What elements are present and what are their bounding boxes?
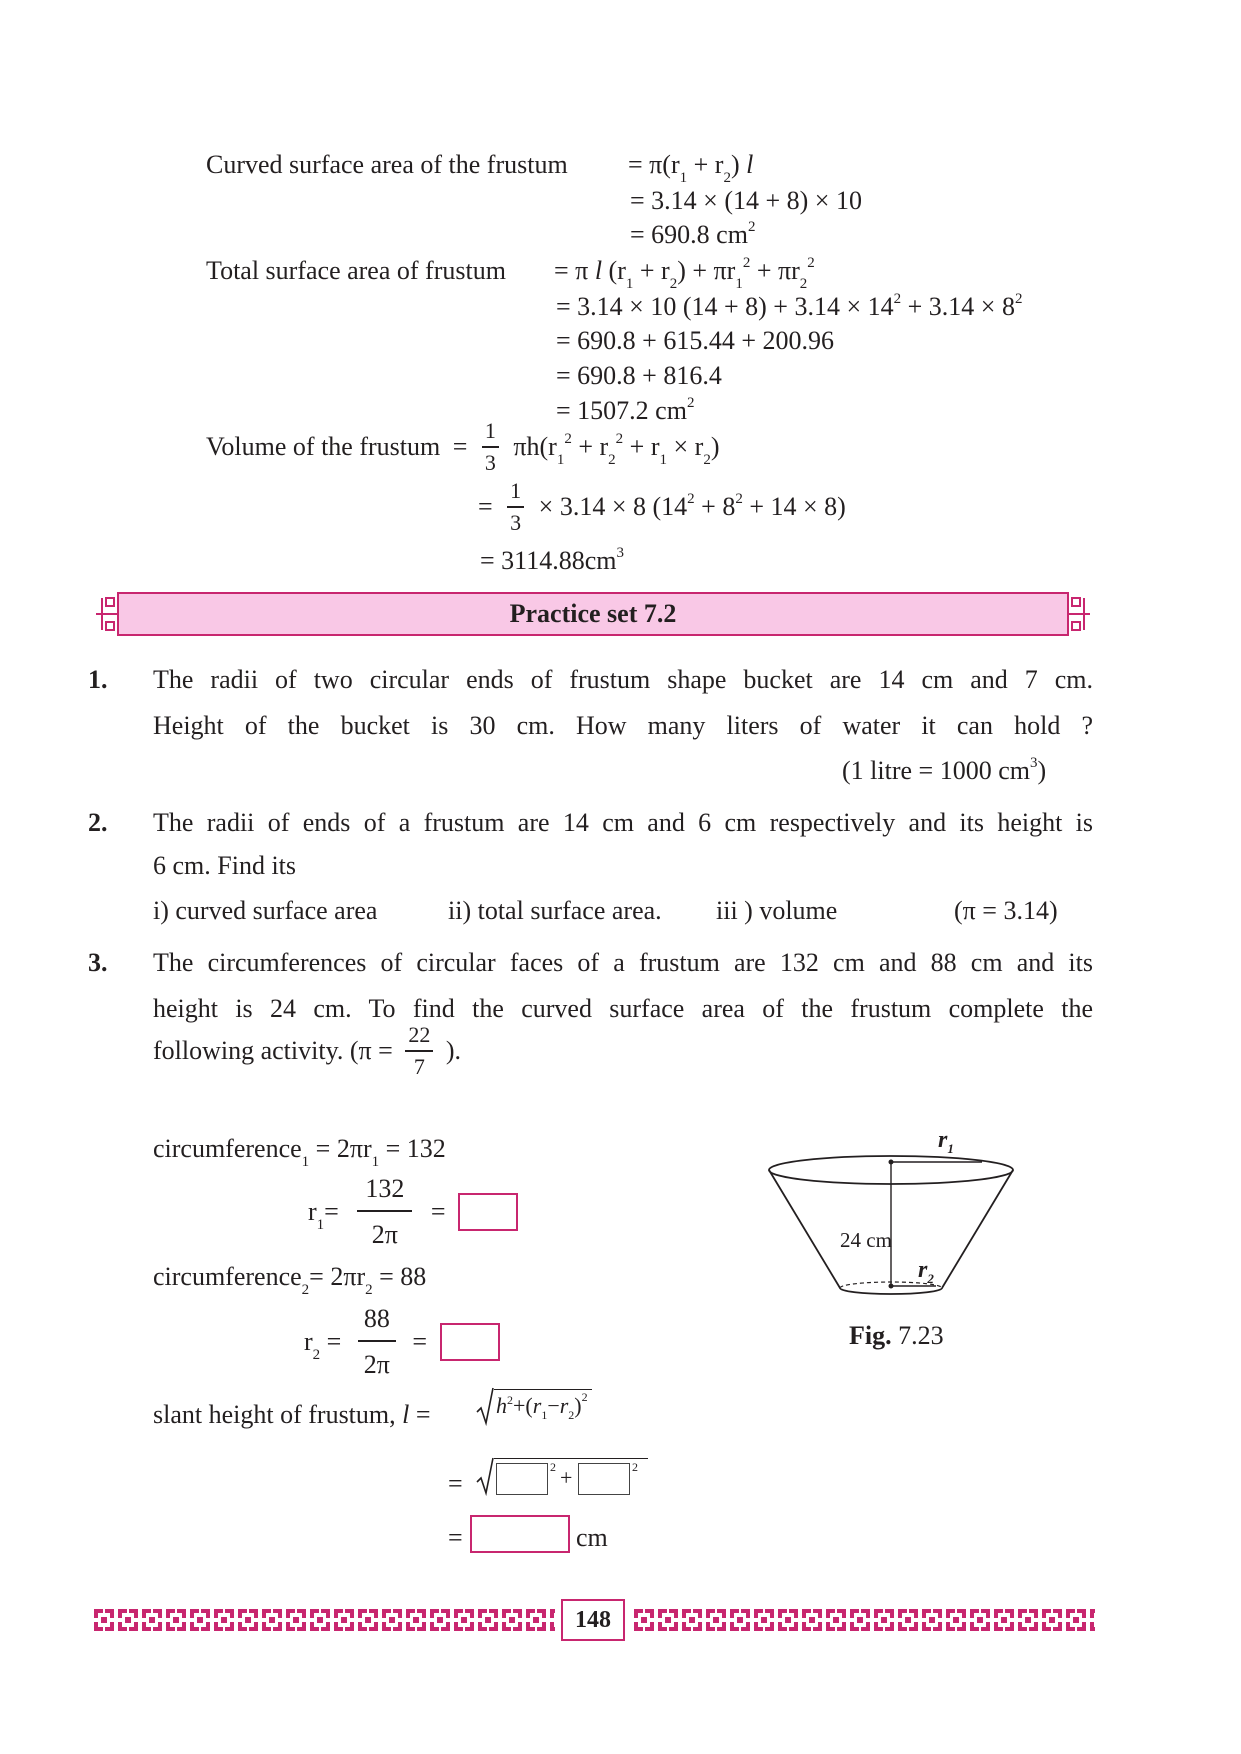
question-3-line2: height is 24 cm. To find the curved surface area of the frustum complete the [153, 994, 1093, 1023]
question-3-line1: The circumferences of circular faces of a frustum are 132 cm and 88 cm and its [153, 948, 1093, 977]
circumference-1-line: circumference$_1$ = $2\pi r_1 = 132$ [153, 1134, 446, 1170]
vol-formula: $\pi h(r_1^2 + r_2^2 + r_1 \times r_2)$ [513, 431, 720, 468]
r1-fraction: $\frac{132}{2\pi}$ [357, 1176, 412, 1248]
slant-step1-eq: = [448, 1469, 463, 1498]
csa-line [206, 152, 568, 178]
frustum-figure [760, 1120, 1030, 1316]
question-2-pi-note: (π = 3.14) [954, 896, 1058, 925]
question-3-line3: following activity. (π = $\frac{22}{7}$ ). [153, 1022, 462, 1079]
question-1-line1: The radii of two circular ends of frustum shape bucket are 14 cm and 7 cm. [153, 665, 1093, 694]
r1-line: $r_1=$ $\frac{132}{2\pi}$ = [308, 1176, 518, 1248]
page-number: 148 [561, 1599, 625, 1641]
figure-height-label: 24 cm [840, 1228, 892, 1252]
slant-step2-eq: = [448, 1523, 463, 1552]
figure-r1-label: $r_1$ [938, 1127, 954, 1156]
fraction-22-7: $\frac{22}{7}$ [405, 1024, 433, 1078]
slant-answer-box[interactable] [470, 1515, 570, 1553]
slant-formula-radicand: $h^2+(r_1-r_2)^2$ [494, 1389, 592, 1417]
footer-ornament-right [632, 1605, 1095, 1635]
tsa-step1: = 3.14 × 10 $(14 + 8) + 3.14 \times 14^2 + 3.14 \times 8^2$ [556, 291, 1023, 321]
question-number: 2. [88, 808, 108, 837]
r2-fraction: $\frac{88}{2\pi}$ [358, 1306, 396, 1378]
slant-box-a[interactable] [496, 1463, 548, 1495]
question-number: 1. [88, 665, 108, 694]
vol-line: Volume of the frustum = $\frac{1}{3}$ $\pi h(r_1^2 + r_2^2 + r_1 \times r_2)$ [206, 418, 720, 475]
tsa-step2: = 690.8 + 615.44 + 200.96 [556, 326, 834, 355]
vol-step2: = $3114.88cm^3$ [480, 545, 624, 575]
vol-step1: = $\frac{1}{3}$ × 3.14 × 8 $(14^2 + 8^2 + 14 \times 8)$ [478, 478, 846, 535]
figure-caption: Fig. 7.23 [849, 1321, 944, 1350]
question-number: 3. [88, 948, 108, 977]
tsa-step4: = 1507.2 $cm^2$ [556, 395, 695, 425]
practice-set-banner [117, 592, 1069, 636]
sqrt-radical [476, 1386, 494, 1426]
slant-height-line: slant height of frustum, l = [153, 1400, 431, 1429]
circumference-2-line: circumference$_2$= $2\pi r_2 = 88$ [153, 1262, 427, 1298]
tsa-label: Total surface area of frustum [206, 256, 506, 285]
csa-label: Curved surface area of the frustum [206, 150, 568, 179]
tsa-formula: = π l $(r_1 + r_2) + \pi r_1^2 + \pi r_2^2$ [554, 255, 815, 292]
slant-unit: cm [576, 1523, 608, 1552]
question-2-line2: 6 cm. Find its [153, 851, 297, 880]
csa-step1: = 3.14 × (14 + 8) × 10 [630, 186, 862, 215]
question-2-option-3: iii ) volume [716, 896, 838, 925]
question-1-note: (1 litre = 1000 $cm^3$) [842, 755, 1047, 785]
question-2-option-2: ii) total surface area. [448, 896, 662, 925]
question-1-line2: Height of the bucket is 30 cm. How many liters of water it can hold ? [153, 711, 1093, 740]
csa-step2: = 690.8 $cm^2$ [630, 219, 756, 249]
footer-ornament-left [92, 1605, 555, 1635]
figure-r2-label: $r_2$ [918, 1257, 934, 1286]
vol-label: Volume of the frustum [206, 432, 441, 461]
slant-step1-radicand: 2 + 2 [494, 1458, 648, 1497]
banner-ornament-right [1066, 595, 1092, 633]
slant-box-b[interactable] [578, 1463, 630, 1495]
fraction-one-third: $\frac{1}{3}$ [482, 420, 499, 474]
question-2-line1: The radii of ends of a frustum are 14 cm and 6 cm respectively and its height is [153, 808, 1093, 837]
csa-formula: = $\pi(r_1 + r_2)$ l [628, 150, 754, 186]
r1-answer-box[interactable] [458, 1193, 518, 1231]
r2-line: $r_2$ = $\frac{88}{2\pi}$ = [304, 1306, 500, 1378]
tsa-step3: = 690.8 + 816.4 [556, 361, 722, 390]
question-2-option-1: i) curved surface area [153, 896, 378, 925]
practice-set-title: Practice set 7.2 [509, 599, 677, 628]
sqrt-radical [476, 1456, 494, 1496]
r2-answer-box[interactable] [440, 1323, 500, 1361]
